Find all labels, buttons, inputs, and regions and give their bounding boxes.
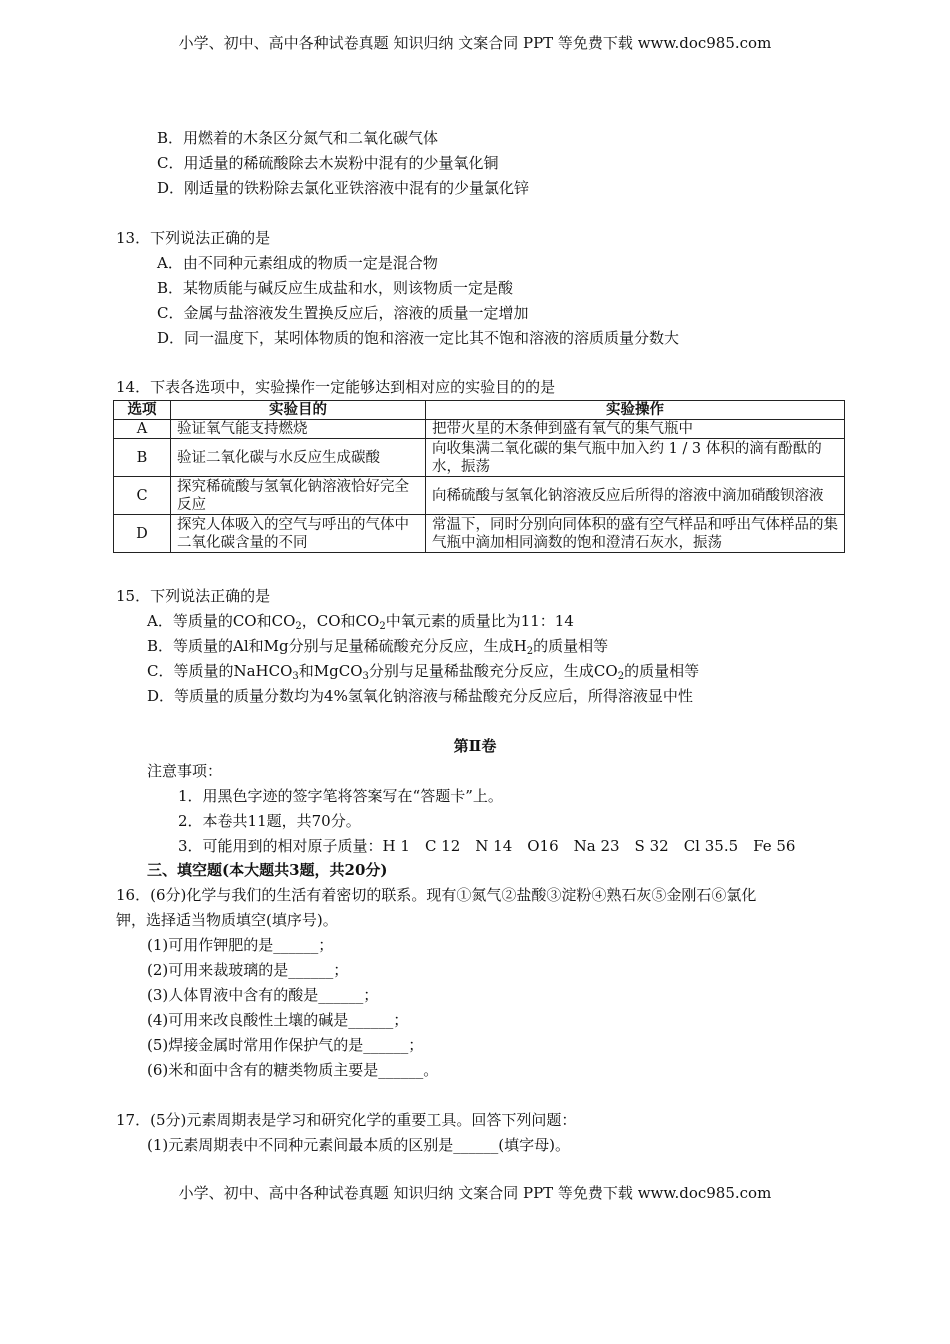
q15-option-a: A．等质量的CO和$CO_2$，CO和$CO_2$中氧元素的质量比为11：14 xyxy=(147,612,574,632)
row-purpose: 验证氧气能支持燃烧 xyxy=(171,420,426,439)
q15-option-d: D．等质量的质量分数均为4%氢氧化钠溶液与稀盐酸充分反应后，所得溶液显中性 xyxy=(147,687,693,705)
row-purpose: 验证二氧化碳与水反应生成碳酸 xyxy=(171,439,426,477)
q17-stem: 17．(5分)元素周期表是学习和研究化学的重要工具。回答下列问题： xyxy=(116,1111,577,1129)
row-operation: 向稀硫酸与氢氧化钠溶液反应后所得的溶液中滴加硝酸钡溶液 xyxy=(426,477,845,515)
q13-option-c: C．金属与盐溶液发生置换反应后，溶液的质量一定增加 xyxy=(157,304,529,322)
q13-option-d: D．同一温度下，某吲体物质的饱和溶液一定比其不饱和溶液的溶质质量分数大 xyxy=(157,329,680,347)
q16-item: (6)米和面中含有的糖类物质主要是______。 xyxy=(147,1061,439,1079)
table-row xyxy=(114,439,845,477)
q16-item: (3)人体胃液中含有的酸是______； xyxy=(147,986,379,1004)
page-footer: 小学、初中、高中各种试卷真题 知识归纳 文案合同 PPT 等免费下载 www.doc985.com xyxy=(178,1184,772,1202)
experiment-table xyxy=(113,400,845,553)
section-title: 三、填空题(本大题共3题，共20分) xyxy=(147,861,388,879)
q13-option-b: B．某物质能与碱反应生成盐和水，则该物质一定是酸 xyxy=(157,279,514,297)
q14-stem: 14．下表各选项中，实验操作一定能够达到相对应的实验目的的是 xyxy=(116,378,556,396)
q12-option-c: C．用适量的稀硫酸除去木炭粉中混有的少量氧化铜 xyxy=(157,154,499,172)
row-option: A xyxy=(114,420,171,439)
q16-item: (2)可用来裁玻璃的是______； xyxy=(147,961,349,979)
q15-stem: 15．下列说法正确的是 xyxy=(116,587,271,605)
q13-option-a: A．由不同种元素组成的物质一定是混合物 xyxy=(157,254,438,272)
q12-option-d: D．刚适量的铁粉除去氯化亚铁溶液中混有的少量氯化锌 xyxy=(157,179,530,197)
row-purpose: 探究人体吸入的空气与呼出的气体中二氧化碳含量的不同 xyxy=(171,515,426,553)
row-operation: 向收集满二氧化碳的集气瓶中加入约 1 / 3 体积的滴有酚酞的水，振荡 xyxy=(426,439,845,477)
row-operation: 把带火星的木条伸到盛有氧气的集气瓶中 xyxy=(426,420,845,439)
q15-option-c: C．等质量的NaHCO$_3$和MgCO$_3$分别与足量稀盐酸充分反应，生成$CO_2$的质量相等 xyxy=(147,662,700,682)
q16-stem-line1: 16．(6分)化学与我们的生活有着密切的联系。现有①氮气②盐酸③淀粉④熟石灰⑤金刚石⑥氯化 xyxy=(116,886,757,904)
q13-stem: 13．下列说法正确的是 xyxy=(116,229,271,247)
table-header-row xyxy=(114,401,845,420)
q16-item: (1)可用作钾肥的是______； xyxy=(147,936,334,954)
header-option: 选项 xyxy=(114,401,171,420)
q12-option-b: B．用燃着的木条区分氮气和二氧化碳气体 xyxy=(157,129,439,147)
table-row xyxy=(114,477,845,515)
notice-item: 2．本卷共11题，共70分。 xyxy=(178,812,361,830)
part2-title: 第Ⅱ卷 xyxy=(453,737,497,755)
q16-item: (4)可用来改良酸性土壤的碱是______； xyxy=(147,1011,409,1029)
table-row xyxy=(114,420,845,439)
notice-item: 3．可能用到的相对原子质量：H 1 C 12 N 14 O16 Na 23 S 32 Cl 35.5 Fe 56 xyxy=(178,837,796,855)
q15-option-b: B．等质量的Al和Mg分别与足量稀硫酸充分反应，生成$H_2$的质量相等 xyxy=(147,637,609,657)
table-row xyxy=(114,515,845,553)
row-option: C xyxy=(114,477,171,515)
row-option: D xyxy=(114,515,171,553)
q16-item: (5)焊接金属时常用作保护气的是______； xyxy=(147,1036,424,1054)
page-header: 小学、初中、高中各种试卷真题 知识归纳 文案合同 PPT 等免费下载 www.doc985.com xyxy=(178,34,772,52)
row-option: B xyxy=(114,439,171,477)
header-purpose: 实验目的 xyxy=(171,401,426,420)
q17-item: (1)元素周期表中不同种元素间最本质的区别是______(填字母)。 xyxy=(147,1136,570,1154)
q16-stem-line2: 钾，选择适当物质填空(填序号)。 xyxy=(116,911,338,929)
notice-item: 1．用黑色字迹的签字笔将答案写在“答题卡”上。 xyxy=(178,787,503,805)
header-operation: 实验操作 xyxy=(426,401,845,420)
row-purpose: 探究稀硫酸与氢氧化钠溶液恰好完全反应 xyxy=(171,477,426,515)
notice-title: 注意事项： xyxy=(147,762,223,780)
row-operation: 常温下，同时分别向同体积的盛有空气样品和呼出气体样品的集气瓶中滴加相同滴数的饱和澄清石灰水，振荡 xyxy=(426,515,845,553)
